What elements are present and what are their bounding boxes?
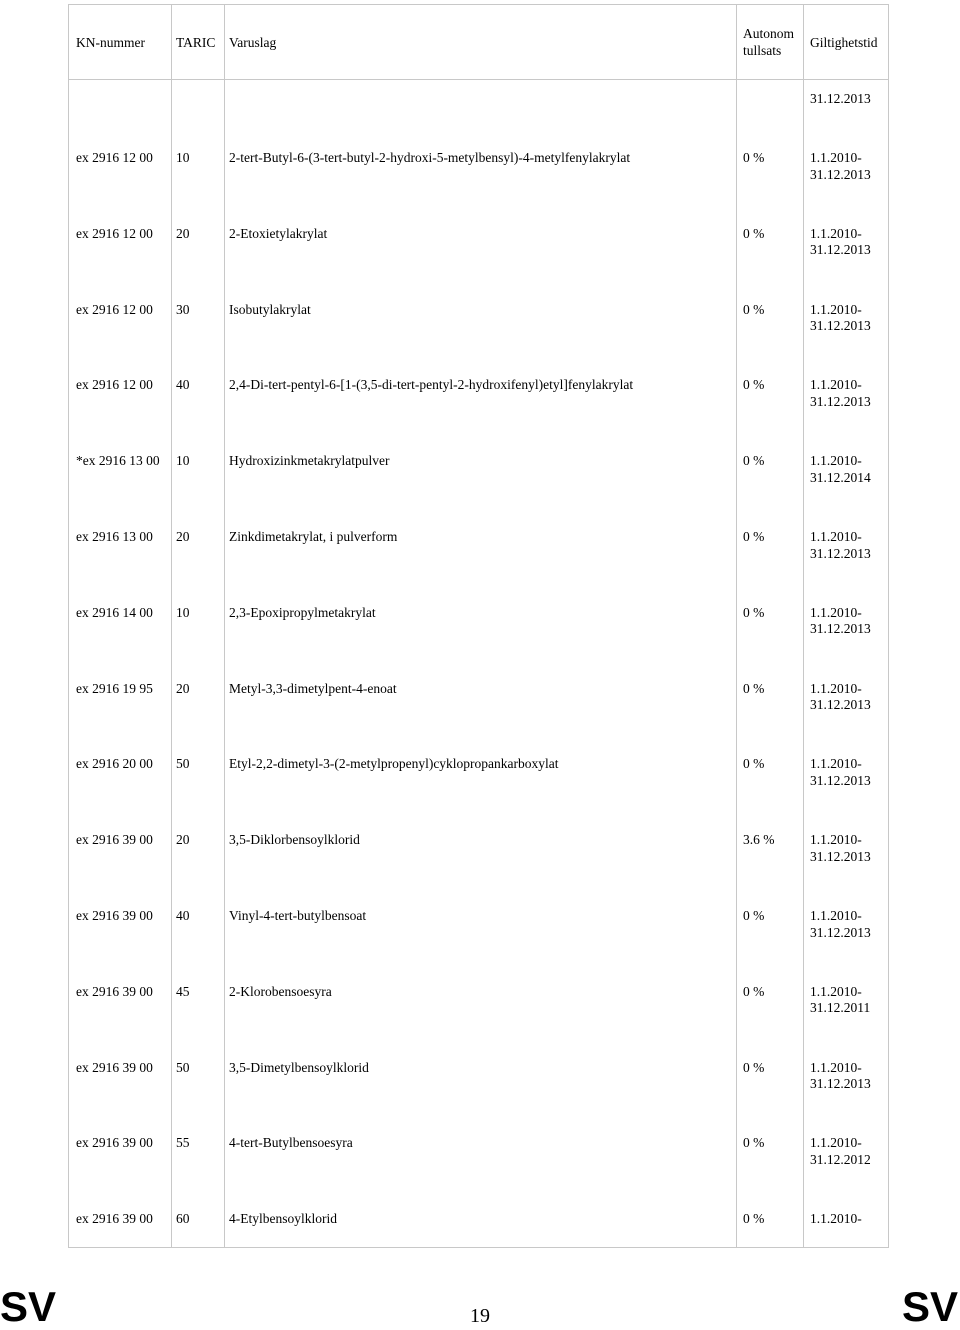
validity-end: 31.12.2013 xyxy=(810,621,871,637)
product-description: 2-Klorobensoesyra xyxy=(229,983,332,999)
header-varuslag: Varuslag xyxy=(229,35,277,50)
kn-number: ex 2916 19 95 xyxy=(76,680,153,696)
column-divider xyxy=(224,5,225,1247)
product-description: Hydroxizinkmetakrylatpulver xyxy=(229,453,390,469)
language-code-left: SV xyxy=(0,1283,57,1330)
tariff-rate: 0 % xyxy=(743,225,765,241)
kn-number: ex 2916 39 00 xyxy=(76,1135,153,1151)
product-description: Isobutylakrylat xyxy=(229,301,311,317)
kn-number: ex 2916 12 00 xyxy=(76,301,153,317)
header-kn-nummer: KN-nummer xyxy=(76,35,145,50)
kn-number: ex 2916 39 00 xyxy=(76,983,153,999)
validity-end: 31.12.2013 xyxy=(810,242,871,258)
tariff-rate: 0 % xyxy=(743,1211,765,1227)
taric-code: 40 xyxy=(176,377,190,393)
validity-start: 1.1.2010- xyxy=(810,1211,862,1227)
header-divider xyxy=(69,79,888,80)
tariff-rate: 0 % xyxy=(743,1135,765,1151)
kn-number: ex 2916 13 00 xyxy=(76,529,153,544)
validity-start: 1.1.2010- xyxy=(810,832,862,848)
taric-code: 10 xyxy=(176,453,190,469)
validity-start: 1.1.2010- xyxy=(810,756,862,772)
tariff-rate: 3.6 % xyxy=(743,832,775,848)
validity-start: 1.1.2010- xyxy=(810,377,862,393)
kn-number: ex 2916 12 00 xyxy=(76,377,153,393)
validity-end: 31.12.2014 xyxy=(810,469,871,485)
validity-start: 1.1.2010- xyxy=(810,604,862,620)
tariff-rate: 0 % xyxy=(743,529,765,544)
tariff-rate: 0 % xyxy=(743,680,765,696)
kn-number: ex 2916 12 00 xyxy=(76,225,153,241)
validity-end: 31.12.2013 xyxy=(810,545,871,561)
product-description: 2,3-Epoxipropylmetakrylat xyxy=(229,604,376,620)
taric-code: 10 xyxy=(176,604,190,620)
validity-start: 1.1.2010- xyxy=(810,680,862,696)
taric-code: 45 xyxy=(176,983,190,999)
validity-start: 1.1.2010- xyxy=(810,225,862,241)
validity-start: 1.1.2010- xyxy=(810,908,862,923)
validity-end: 31.12.2013 xyxy=(810,924,871,940)
kn-number: *ex 2916 13 00 xyxy=(76,453,160,469)
header-tullsats-line2: tullsats xyxy=(743,43,782,58)
product-description: 2-tert-Butyl-6-(3-tert-butyl-2-hydroxi-5-metylbensyl)-4-metylfenylakrylat xyxy=(229,150,631,165)
tariff-table xyxy=(68,4,889,1248)
language-code-right: SV xyxy=(901,1283,958,1330)
taric-code: 60 xyxy=(176,1211,190,1227)
taric-code: 20 xyxy=(176,225,190,241)
column-divider xyxy=(171,5,172,1247)
kn-number: ex 2916 12 00 xyxy=(76,150,153,165)
validity-end: 31.12.2012 xyxy=(810,1151,871,1167)
tariff-rate: 0 % xyxy=(743,756,765,772)
kn-number: ex 2916 14 00 xyxy=(76,604,153,620)
tariff-rate: 0 % xyxy=(743,604,765,620)
tariff-rate: 0 % xyxy=(743,1059,765,1075)
tariff-rate: 0 % xyxy=(743,150,765,165)
tariff-rate: 0 % xyxy=(743,377,765,393)
taric-code: 30 xyxy=(176,301,190,317)
product-description: Etyl-2,2-dimetyl-3-(2-metylpropenyl)cyklopropankarboxylat xyxy=(229,756,559,772)
validity-end: 31.12.2013 xyxy=(810,166,871,182)
taric-code: 55 xyxy=(176,1135,190,1151)
product-description: 4-tert-Butylbensoesyra xyxy=(229,1135,353,1151)
kn-number: ex 2916 39 00 xyxy=(76,908,153,923)
validity-start: 1.1.2010- xyxy=(810,150,862,165)
taric-code: 20 xyxy=(176,529,190,544)
carryover-validity-end: 31.12.2013 xyxy=(810,91,871,106)
header-giltighetstid: Giltighetstid xyxy=(810,35,878,50)
product-description: Vinyl-4-tert-butylbensoat xyxy=(229,908,367,923)
validity-start: 1.1.2010- xyxy=(810,301,862,317)
taric-code: 10 xyxy=(176,150,190,165)
tariff-rate: 0 % xyxy=(743,908,765,923)
taric-code: 20 xyxy=(176,680,190,696)
product-description: 2-Etoxietylakrylat xyxy=(229,225,328,241)
kn-number: ex 2916 39 00 xyxy=(76,832,153,848)
product-description: Metyl-3,3-dimetylpent-4-enoat xyxy=(229,680,397,696)
taric-code: 40 xyxy=(176,908,190,923)
validity-end: 31.12.2013 xyxy=(810,848,871,864)
validity-start: 1.1.2010- xyxy=(810,529,862,544)
tariff-rate: 0 % xyxy=(743,983,765,999)
column-divider xyxy=(736,5,737,1247)
kn-number: ex 2916 20 00 xyxy=(76,756,153,772)
header-tullsats-line1: Autonom xyxy=(743,26,795,41)
taric-code: 20 xyxy=(176,832,190,848)
product-description: 3,5-Diklorbensoylklorid xyxy=(229,832,360,848)
taric-code: 50 xyxy=(176,1059,190,1075)
column-divider xyxy=(803,5,804,1247)
validity-start: 1.1.2010- xyxy=(810,453,862,469)
kn-number: ex 2916 39 00 xyxy=(76,1059,153,1075)
validity-end: 31.12.2011 xyxy=(810,1000,871,1016)
validity-end: 31.12.2013 xyxy=(810,697,871,713)
validity-end: 31.12.2013 xyxy=(810,772,871,788)
validity-end: 31.12.2013 xyxy=(810,1076,871,1092)
header-taric: TARIC xyxy=(176,35,216,50)
product-description: 3,5-Dimetylbensoylklorid xyxy=(229,1059,369,1075)
tariff-rate: 0 % xyxy=(743,453,765,469)
product-description: 4-Etylbensoylklorid xyxy=(229,1211,337,1227)
validity-start: 1.1.2010- xyxy=(810,1059,862,1075)
kn-number: ex 2916 39 00 xyxy=(76,1211,153,1227)
product-description: Zinkdimetakrylat, i pulverform xyxy=(229,529,398,544)
tariff-rate: 0 % xyxy=(743,301,765,317)
product-description: 2,4-Di-tert-pentyl-6-[1-(3,5-di-tert-pentyl-2-hydroxifenyl)etyl]fenylakrylat xyxy=(229,377,634,393)
validity-end: 31.12.2013 xyxy=(810,318,871,334)
validity-start: 1.1.2010- xyxy=(810,1135,862,1151)
taric-code: 50 xyxy=(176,756,190,772)
page-number: 19 xyxy=(470,1305,490,1327)
validity-start: 1.1.2010- xyxy=(810,983,862,999)
validity-end: 31.12.2013 xyxy=(810,393,871,409)
